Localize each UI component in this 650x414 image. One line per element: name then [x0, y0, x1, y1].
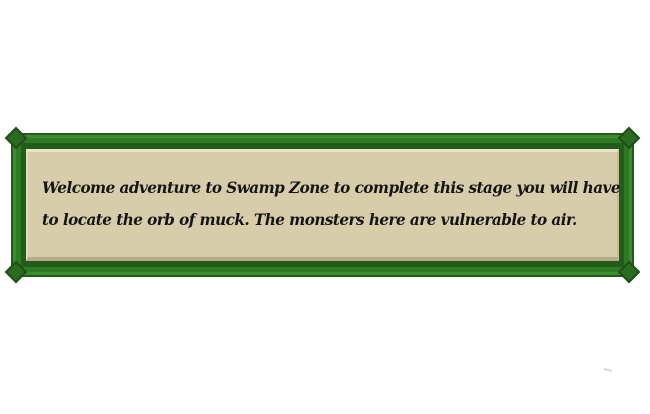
- dialog-parchment[interactable]: [26, 149, 619, 261]
- dialog-box: [11, 133, 634, 277]
- dialog-message: [42, 172, 620, 236]
- dialog-line-1: Welcome adventure to Swamp Zone to complete this stage you will have: [42, 178, 620, 197]
- stray-mark: [604, 368, 612, 372]
- dialog-line-2: to locate the orb of muck. The monsters here are vulnerable to air.: [42, 210, 577, 229]
